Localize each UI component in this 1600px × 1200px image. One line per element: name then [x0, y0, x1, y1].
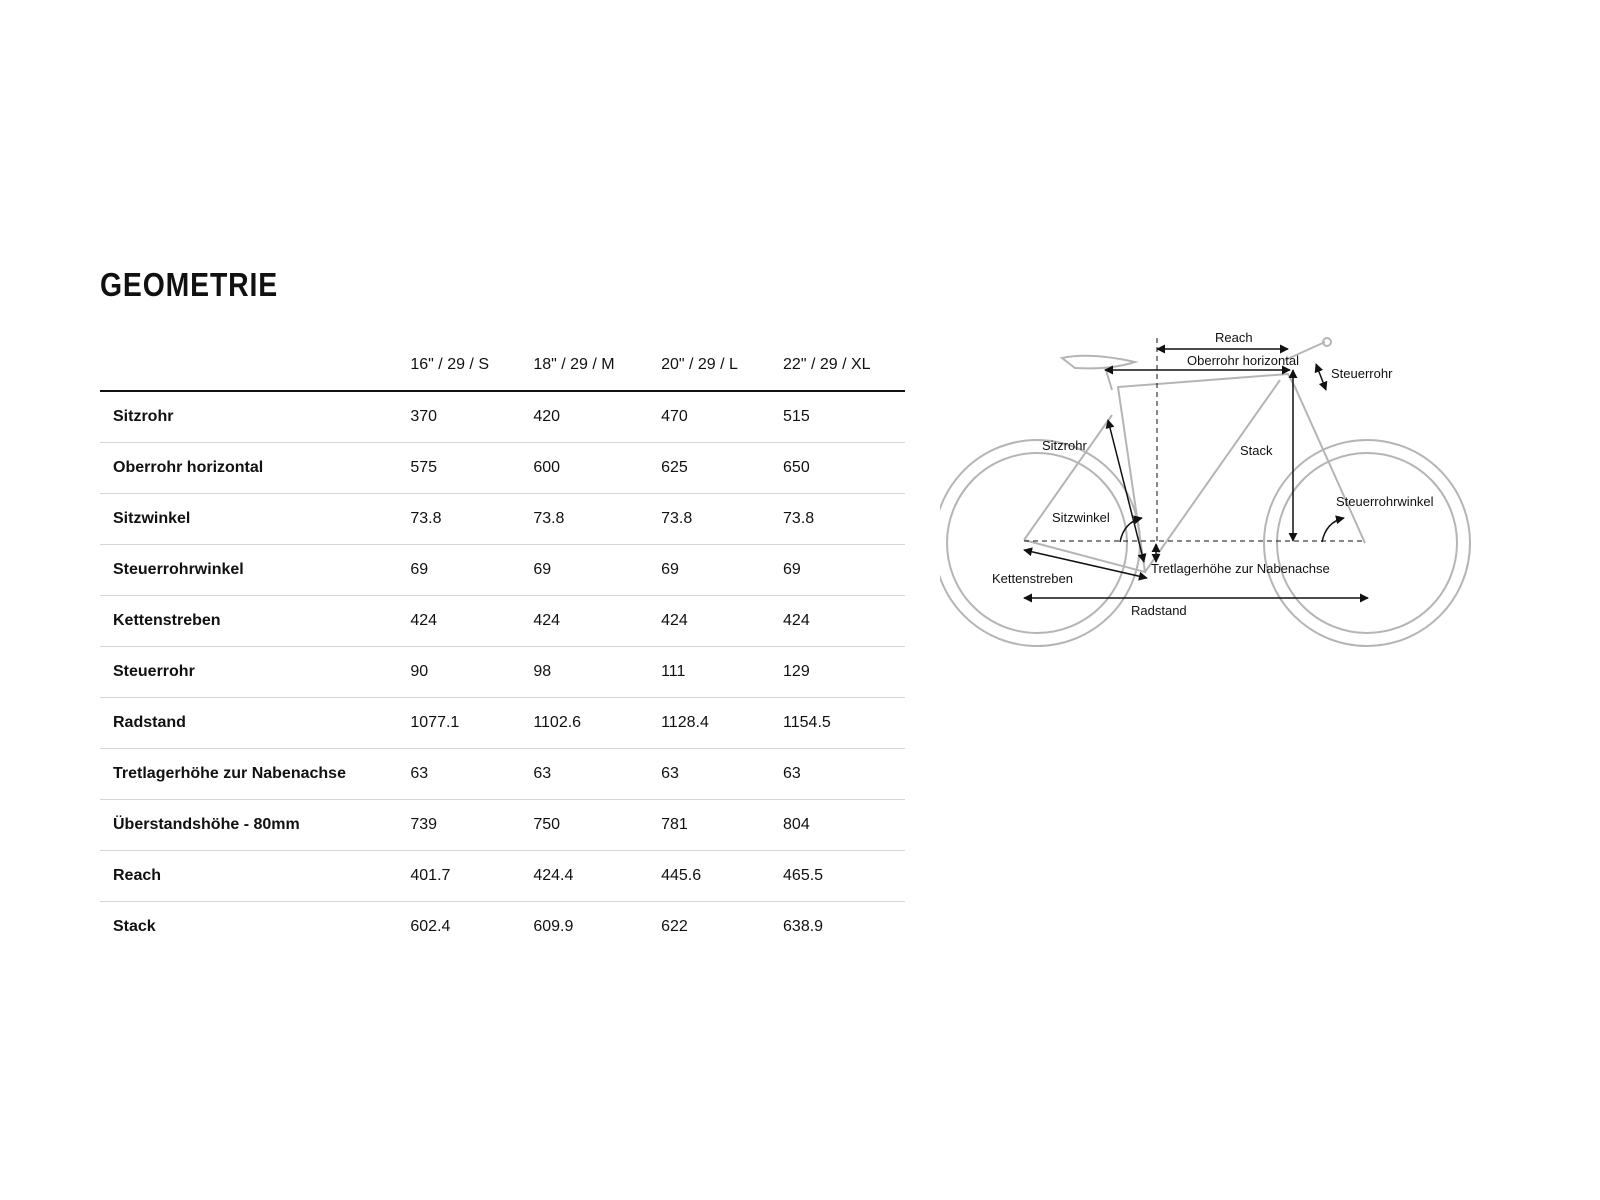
table-cell: 622 — [661, 918, 688, 935]
front-wheel-outer — [1264, 440, 1470, 646]
table-row — [100, 698, 905, 749]
label-oberrohr-horizontal: Oberrohr horizontal — [1187, 353, 1299, 368]
table-cell: 1102.6 — [533, 698, 661, 749]
column-header-size-s: 16" / 29 / S — [410, 340, 533, 391]
table-cell: 111 — [661, 647, 783, 698]
front-wheel-inner — [1277, 453, 1457, 633]
row-label: Sitzrohr — [100, 391, 410, 443]
table-cell: 750 — [533, 800, 661, 851]
row-label: Steuerrohrwinkel — [100, 545, 410, 596]
table-cell: 424 — [661, 596, 783, 647]
table-row — [100, 851, 905, 902]
page-title: GEOMETRIE — [100, 266, 279, 303]
geometry-table — [100, 340, 905, 952]
table-cell: 781 — [661, 800, 783, 851]
rear-wheel-outer — [940, 440, 1140, 646]
table-cell: 424.4 — [533, 851, 661, 902]
table-cell: 370 — [410, 391, 533, 443]
table-cell: 1077.1 — [410, 698, 533, 749]
table-cell: 445.6 — [661, 851, 783, 902]
table-row — [100, 596, 905, 647]
table-cell: 424 — [410, 596, 533, 647]
table-row — [100, 494, 905, 545]
table-row — [100, 749, 905, 800]
label-kettenstreben: Kettenstreben — [992, 571, 1073, 586]
bike-geometry-diagram — [940, 330, 1540, 680]
row-label: Reach — [100, 851, 410, 902]
table-cell: 575 — [410, 443, 533, 494]
table-cell: 63 — [661, 749, 783, 800]
table-cell: 420 — [533, 391, 661, 443]
row-label: Steuerrohr — [100, 647, 410, 698]
table-cell: 401.7 — [410, 851, 533, 902]
table-cell: 73.8 — [410, 494, 533, 545]
column-header-empty — [100, 340, 410, 391]
row-label: Tretlagerhöhe zur Nabenachse — [100, 749, 410, 800]
table-cell: 609.9 — [533, 918, 574, 935]
head-angle-arc — [1322, 518, 1344, 542]
table-cell: 804 — [783, 800, 905, 851]
label-sitzwinkel: Sitzwinkel — [1052, 510, 1110, 525]
label-reach: Reach — [1215, 330, 1253, 345]
table-cell: 129 — [783, 647, 905, 698]
table-cell: 63 — [410, 749, 533, 800]
table-row — [100, 800, 905, 851]
label-steuerrohrwinkel: Steuerrohrwinkel — [1336, 494, 1434, 509]
table-row — [100, 647, 905, 698]
row-label: Stack — [113, 918, 156, 935]
table-header-row — [100, 340, 905, 391]
table-cell: 1128.4 — [661, 698, 783, 749]
table-cell: 69 — [661, 545, 783, 596]
column-header-size-l: 20" / 29 / L — [661, 340, 783, 391]
label-tretlagerhoehe: Tretlagerhöhe zur Nabenachse — [1151, 561, 1330, 576]
table-row — [100, 443, 905, 494]
table-cell: 73.8 — [661, 494, 783, 545]
table-cell: 638.9 — [783, 918, 824, 935]
row-label: Kettenstreben — [100, 596, 410, 647]
head-tube-arrow — [1316, 364, 1326, 390]
table-cell: 73.8 — [533, 494, 661, 545]
table-row — [100, 391, 905, 443]
row-label: Oberrohr horizontal — [100, 443, 410, 494]
table-cell: 63 — [783, 749, 905, 800]
label-radstand: Radstand — [1131, 603, 1187, 618]
row-label: Sitzwinkel — [100, 494, 410, 545]
table-cell: 98 — [533, 647, 661, 698]
table-cell: 625 — [661, 443, 783, 494]
table-cell: 650 — [783, 443, 905, 494]
table-cell: 69 — [410, 545, 533, 596]
bike-frame — [1024, 374, 1365, 572]
table-cell: 739 — [410, 800, 533, 851]
table-cell: 515 — [783, 391, 905, 443]
table-cell: 1154.5 — [783, 698, 905, 749]
table-row — [100, 545, 905, 596]
table-cell: 424 — [533, 596, 661, 647]
label-steuerrohr: Steuerrohr — [1331, 366, 1393, 381]
bike-frame-drawing — [940, 338, 1470, 646]
table-cell: 73.8 — [783, 494, 905, 545]
label-stack: Stack — [1240, 443, 1273, 458]
row-label: Überstandshöhe - 80mm — [100, 800, 410, 851]
column-header-size-m: 18" / 29 / M — [533, 340, 661, 391]
table-cell: 69 — [783, 545, 905, 596]
table-cell: 90 — [410, 647, 533, 698]
table-cell: 470 — [661, 391, 783, 443]
label-sitzrohr: Sitzrohr — [1042, 438, 1087, 453]
table-cell: 69 — [533, 545, 661, 596]
table-cell: 63 — [533, 749, 661, 800]
table-row — [100, 902, 905, 953]
table-cell: 465.5 — [783, 851, 905, 902]
row-label: Radstand — [100, 698, 410, 749]
table-cell: 602.4 — [410, 918, 451, 935]
table-cell: 424 — [783, 596, 905, 647]
table-cell: 600 — [533, 443, 661, 494]
column-header-size-xl: 22" / 29 / XL — [783, 340, 905, 391]
saddle — [1062, 356, 1135, 369]
